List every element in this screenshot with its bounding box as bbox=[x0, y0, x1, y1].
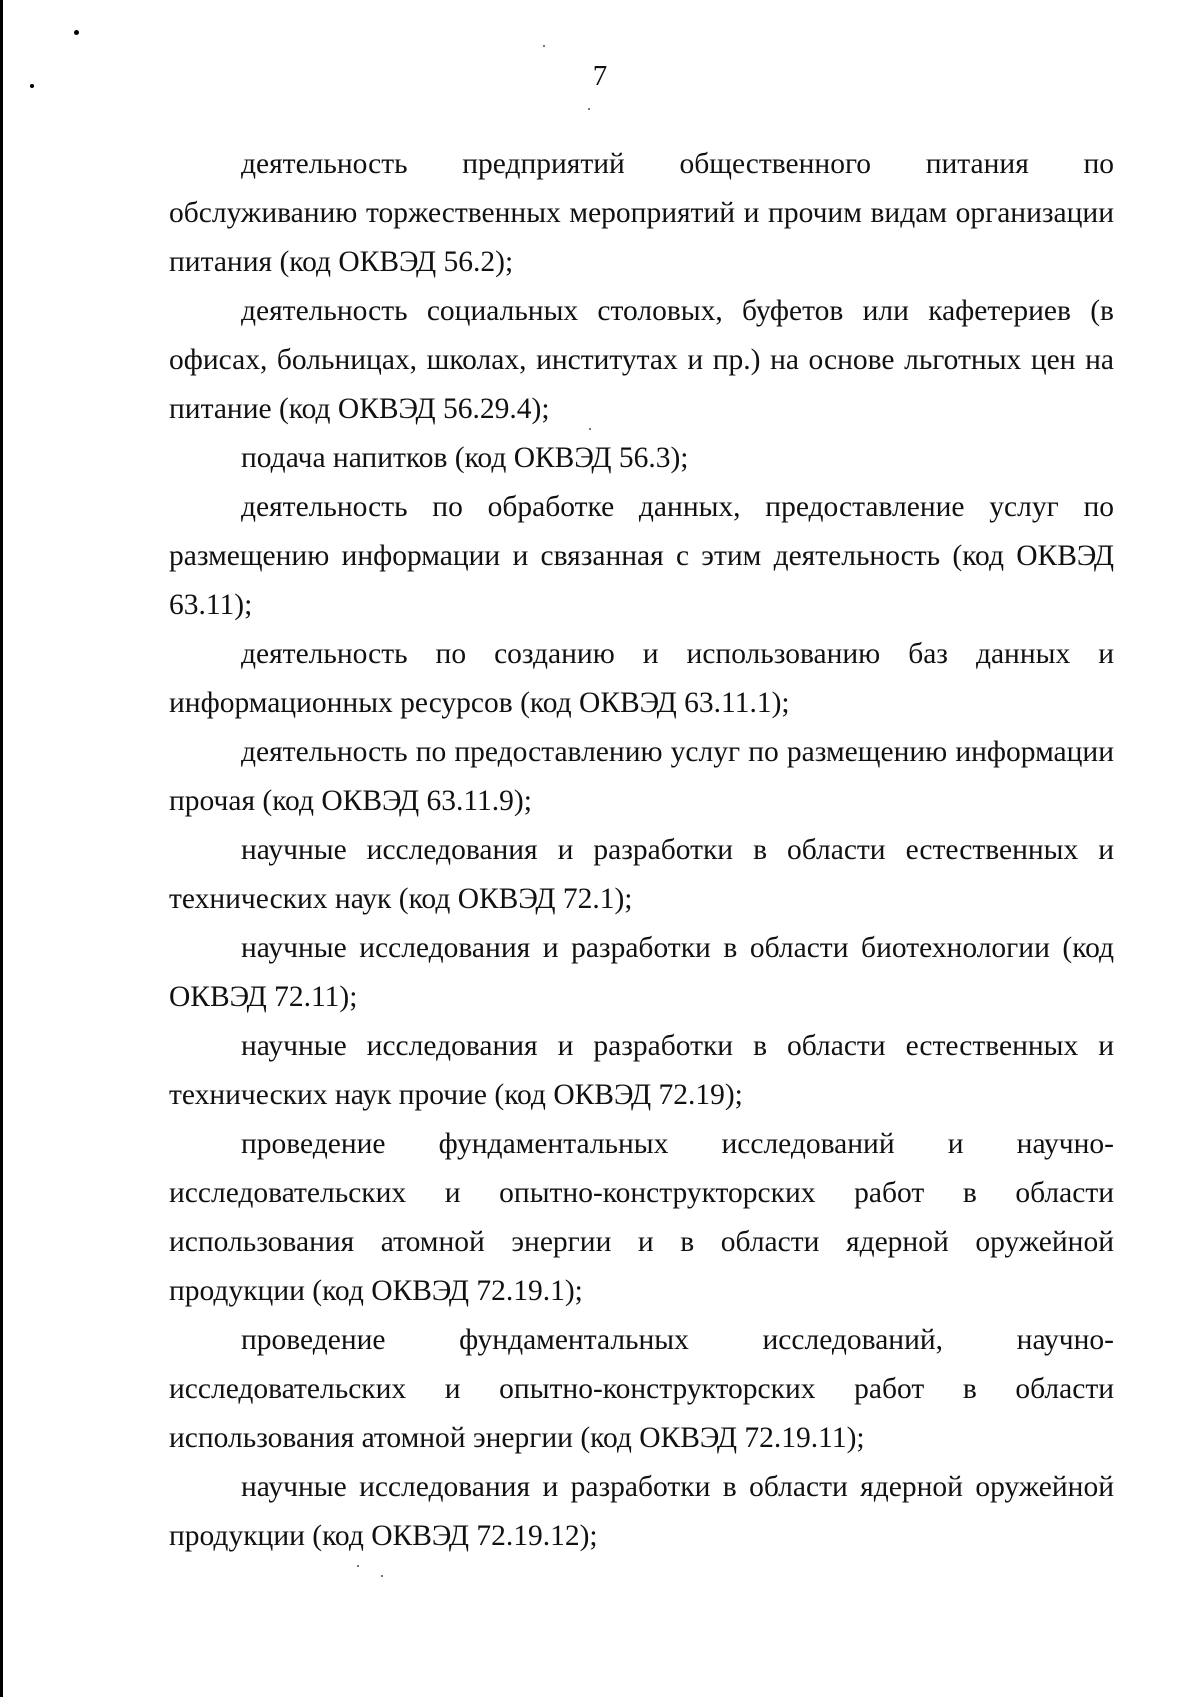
scan-speck bbox=[381, 1575, 383, 1577]
paragraph: научные исследования и разработки в области биотехнологии (код ОКВЭД 72.11); bbox=[169, 932, 1114, 1013]
scan-left-edge bbox=[0, 0, 3, 1697]
paragraph: проведение фундаментальных исследований и научно-исследовательских и опытно-конструкторских работ в области использования атомной энергии и в области ядерной оружейной продукции (код ОКВЭД 72.19.1); bbox=[169, 1128, 1114, 1307]
scan-dot bbox=[74, 30, 79, 35]
page-number: 7 bbox=[592, 60, 608, 92]
scan-speck bbox=[357, 1565, 359, 1567]
paragraph: деятельность предприятий общественного питания по обслуживанию торжественных мероприятий и прочим видам организации питания (код ОКВЭД 56.2); bbox=[169, 148, 1114, 278]
scan-speck bbox=[543, 45, 545, 47]
scan-speck bbox=[588, 108, 590, 110]
paragraph: деятельность по предоставлению услуг по размещению информации прочая (код ОКВЭД 63.11.9); bbox=[169, 736, 1114, 817]
document-body bbox=[169, 140, 1114, 1561]
paragraph: деятельность по обработке данных, предоставление услуг по размещению информации и связанная с этим деятельность (код ОКВЭД 63.11); bbox=[169, 491, 1114, 621]
paragraph: деятельность по созданию и использованию баз данных и информационных ресурсов (код ОКВЭД 63.11.1); bbox=[169, 638, 1114, 719]
scan-dot bbox=[30, 84, 34, 88]
paragraph: научные исследования и разработки в области ядерной оружейной продукции (код ОКВЭД 72.19.12); bbox=[169, 1471, 1114, 1552]
paragraph: проведение фундаментальных исследований, научно-исследовательских и опытно-конструкторских работ в области использования атомной энергии (код ОКВЭД 72.19.11); bbox=[169, 1324, 1114, 1454]
paragraph: подача напитков (код ОКВЭД 56.3); bbox=[241, 442, 689, 474]
paragraph: научные исследования и разработки в области естественных и технических наук (код ОКВЭД 72.1); bbox=[169, 834, 1114, 915]
paragraph: деятельность социальных столовых, буфетов или кафетериев (в офисах, больницах, школах, институтах и пр.) на основе льготных цен на питание (код ОКВЭД 56.29.4); bbox=[169, 295, 1114, 425]
paragraph: научные исследования и разработки в области естественных и технических наук прочие (код ОКВЭД 72.19); bbox=[169, 1030, 1114, 1111]
